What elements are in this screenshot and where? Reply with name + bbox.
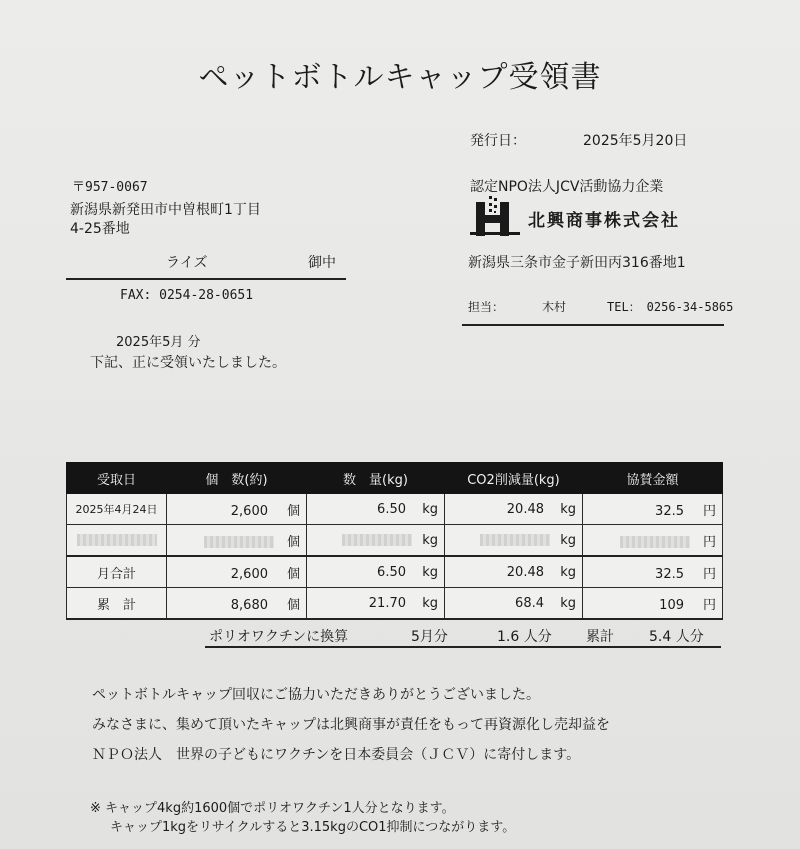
table-row-redacted <box>67 525 723 557</box>
row-amount <box>583 525 723 557</box>
table-row-monthly-total <box>67 556 723 588</box>
quantity-unit: kg <box>422 564 438 580</box>
count-value: 2,600 <box>230 566 268 582</box>
row-date <box>67 525 167 557</box>
amount-unit: 円 <box>702 534 716 550</box>
header-co2: CO2削減量(kg) <box>445 463 583 494</box>
recipient-underline <box>66 278 346 280</box>
receipt-statement: 下記、正に受領いたしました。 <box>90 355 286 371</box>
count-value: 8,680 <box>230 597 268 613</box>
quantity-value: 6.50 <box>377 501 406 517</box>
co2-unit: kg <box>560 501 576 517</box>
row-quantity <box>307 556 445 588</box>
row-label: 月合計 <box>67 556 167 588</box>
amount-value: 32.5 <box>655 566 684 582</box>
header-amount: 協賛金額 <box>583 463 723 494</box>
count-value: 2,600 <box>230 503 268 519</box>
vaccine-total-value: 5.4 人分 <box>649 629 704 645</box>
message-line1: ペットボトルキャップ回収にご協力いただきありがとうございました。 <box>92 687 540 703</box>
redacted-mark <box>620 536 690 548</box>
row-co2 <box>445 525 583 557</box>
row-count <box>167 494 307 525</box>
vaccine-month-value: 1.6 人分 <box>497 629 552 645</box>
row-date: 2025年4月24日 <box>67 494 167 525</box>
vaccine-month: 5月分 <box>411 629 448 645</box>
row-co2 <box>445 556 583 588</box>
company-logo <box>470 196 522 238</box>
row-label: 累 計 <box>67 588 167 620</box>
issuer-certification: 認定NPO法人JCV活動協力企業 <box>470 179 664 195</box>
recipient-address-line2: 4-25番地 <box>70 221 130 237</box>
document-title: ペットボトルキャップ受領書 <box>198 60 602 95</box>
amount-value: 109 <box>659 597 684 613</box>
note-line1: ※ キャップ4kg約1600個でポリオワクチン1人分となります。 <box>90 801 455 816</box>
co2-value: 20.48 <box>506 564 544 580</box>
recipient-fax: FAX: 0254-28-0651 <box>120 288 254 303</box>
row-amount <box>583 588 723 620</box>
redacted-mark <box>342 534 412 546</box>
vaccine-total-label: 累計 <box>586 629 614 645</box>
recipient-honorific: 御中 <box>308 255 336 271</box>
period: 2025年5月 分 <box>116 335 201 350</box>
row-amount <box>583 556 723 588</box>
amount-unit: 円 <box>702 597 716 613</box>
amount-unit: 円 <box>702 566 716 582</box>
issuer-contact-label: 担当： <box>468 300 505 314</box>
redacted-mark <box>77 534 157 546</box>
co2-value: 68.4 <box>515 595 544 611</box>
row-count <box>167 556 307 588</box>
row-quantity <box>307 525 445 557</box>
amount-unit: 円 <box>702 503 716 519</box>
recipient-name: ライズ <box>166 255 208 271</box>
row-count <box>167 588 307 620</box>
header-quantity: 数 量(kg) <box>307 463 445 494</box>
vaccine-label: ポリオワクチンに換算 <box>209 629 349 645</box>
row-count <box>167 525 307 557</box>
issue-date: 2025年5月20日 <box>583 133 688 149</box>
table-row <box>67 494 723 525</box>
quantity-value: 21.70 <box>368 595 406 611</box>
row-amount <box>583 494 723 525</box>
row-co2 <box>445 588 583 620</box>
message-line3: ＮＰＯ法人 世界の子どもにワクチンを日本委員会（ＪＣＶ）に寄付します。 <box>92 747 581 763</box>
recipient-postal: 〒957-0067 <box>72 180 148 195</box>
co2-unit: kg <box>560 595 576 611</box>
redacted-mark <box>204 536 274 548</box>
amount-value: 32.5 <box>655 503 684 519</box>
issue-date-label: 発行日： <box>470 133 526 149</box>
note-line2: キャップ1kgをリサイクルすると3.15kgのCO1抑制につながります。 <box>110 820 516 835</box>
co2-unit: kg <box>560 532 576 548</box>
row-quantity <box>307 494 445 525</box>
vaccine-conversion <box>205 626 721 648</box>
header-date: 受取日 <box>67 463 167 494</box>
row-quantity <box>307 588 445 620</box>
issuer-contact-name: 木村 <box>542 300 567 314</box>
issuer-underline <box>462 324 724 326</box>
count-unit: 個 <box>286 566 300 582</box>
count-unit: 個 <box>286 534 300 550</box>
recipient-address-line1: 新潟県新発田市中曽根町1丁目 <box>70 202 261 218</box>
co2-unit: kg <box>560 564 576 580</box>
issuer-tel: TEL： 0256-34-5865 <box>607 300 734 314</box>
row-co2 <box>445 494 583 525</box>
co2-value: 20.48 <box>506 501 544 517</box>
table-header-row <box>67 463 723 494</box>
quantity-value: 6.50 <box>377 564 406 580</box>
issuer-address: 新潟県三条市金子新田丙316番地1 <box>468 255 686 271</box>
issuer-company: 北興商事株式会社 <box>528 211 680 231</box>
header-count: 個 数(約) <box>167 463 307 494</box>
receipt-table <box>66 462 723 620</box>
count-unit: 個 <box>286 597 300 613</box>
quantity-unit: kg <box>422 532 438 548</box>
table-row-cumulative <box>67 588 723 620</box>
redacted-mark <box>480 534 550 546</box>
message-line2: みなさまに、集めて頂いたキャップは北興商事が責任をもって再資源化し売却益を <box>92 717 610 733</box>
count-unit: 個 <box>286 503 300 519</box>
quantity-unit: kg <box>422 595 438 611</box>
quantity-unit: kg <box>422 501 438 517</box>
